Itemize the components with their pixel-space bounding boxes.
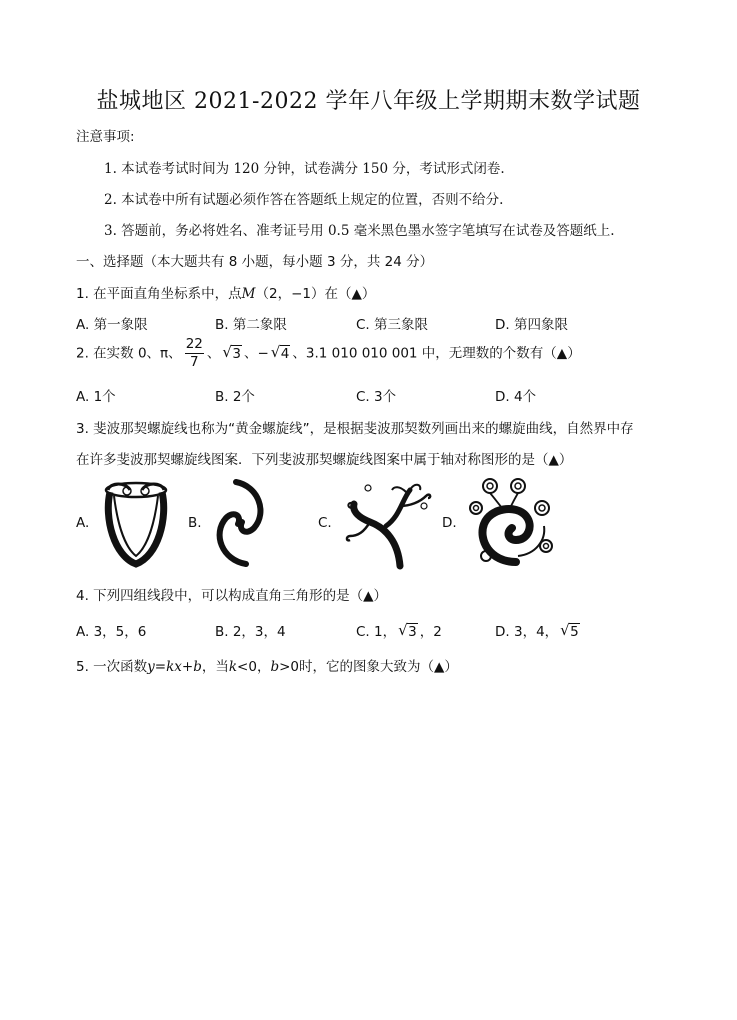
page-title: 盐城地区 2021-2022 学年八年级上学期期末数学试题 [96,89,641,114]
question-2-stem [76,336,581,371]
q2-fraction-denominator: 7 [189,354,199,370]
q5-formula: y=kx+b [147,659,202,675]
q1-option-b: B. 第二象限 [215,317,287,333]
q1-option-c: C. 第三象限 [356,317,429,333]
question-1-stem [76,282,375,302]
notes-heading: 注意事项: [76,129,135,145]
q3-label-c: C. [318,515,332,531]
q5-condition-2: >0时，它的图象大致为（▲） [279,659,458,675]
q5-stem-mid: ，当 [201,659,229,675]
q4-option-c-start: C. 1， [356,624,397,640]
q4-option-c [356,620,442,640]
q1-stem-start: 1. 在平面直角坐标系中，点 [76,286,242,302]
q1-option-a: A. 第一象限 [76,317,148,333]
spiral-figure-b [208,478,274,568]
spiral-figure-d [466,474,556,570]
q2-option-a: A. 1个 [76,389,116,405]
q2-sqrt-2: √ 4 [270,342,290,362]
question-4-stem: 4. 下列四组线段中，可以构成直角三角形的是（▲） [76,588,388,604]
q2-option-b: B. 2个 [215,389,255,405]
q2-sqrt-2-value: 4 [280,345,290,362]
q4-option-c-sqrt: √ 3 [398,621,417,640]
q2-sep-2: 、− [243,345,269,362]
q2-sqrt-1: √ 3 [222,342,241,362]
q5-condition-1: <0， [237,659,271,675]
q4-option-d-start: D. 3，4， [495,624,559,640]
q5-var-k: k [228,659,238,675]
q3-label-b: B. [188,515,202,531]
q1-option-d: D. 第四象限 [495,317,568,333]
q3-label-d: D. [442,515,457,531]
q5-stem-start: 5. 一次函数 [76,659,148,675]
note-item-1: 1. 本试卷考试时间为 120 分钟，试卷满分 150 分，考试形式闭卷. [104,161,505,177]
q3-label-a: A. [76,515,90,531]
q1-var: M [241,286,256,302]
note-item-3: 3. 答题前，务必将姓名、准考证号用 0.5 毫米黑色墨水签字笔填写在试卷及答题纸上. [104,223,615,239]
q2-sep-1: 、 [206,345,221,362]
q4-option-d-sqrt: √ 5 [560,621,579,640]
q2-sqrt-1-value: 3 [232,345,241,362]
question-5-stem [76,655,458,675]
question-3-line-1: 3. 斐波那契螺旋线也称为“黄金螺旋线”，是根据斐波那契数列画出来的螺旋曲线，自然界中存 [76,421,634,437]
q2-fraction [185,336,204,371]
q2-option-d: D. 4个 [495,389,537,405]
q1-stem-end: （2，−1）在（▲） [255,286,376,302]
q4-option-d [495,620,582,640]
q2-stem-start: 2. 在实数 0、π、 [76,345,182,362]
q2-fraction-numerator: 22 [185,336,203,352]
section-heading: 一、选择题（本大题共有 8 小题，每小题 3 分，共 24 分） [76,254,434,270]
q2-stem-end: 、3.1 010 010 001 中，无理数的个数有（▲） [292,345,581,362]
q5-var-b: b [270,659,280,675]
spiral-figure-a [100,478,172,570]
note-item-2: 2. 本试卷中所有试题必须作答在答题纸上规定的位置，否则不给分. [104,192,504,208]
q4-option-c-end: ，2 [419,624,442,640]
q4-option-c-sqrt-value: 3 [408,624,417,640]
q4-option-b: B. 2，3，4 [215,624,286,640]
q4-option-a: A. 3，5，6 [76,624,147,640]
question-3-line-2: 在许多斐波那契螺旋线图案．下列斐波那契螺旋线图案中属于轴对称图形的是（▲） [76,452,573,468]
q4-option-d-sqrt-value: 5 [570,624,579,640]
spiral-figure-c [340,476,436,570]
q2-option-c: C. 3个 [356,389,397,405]
